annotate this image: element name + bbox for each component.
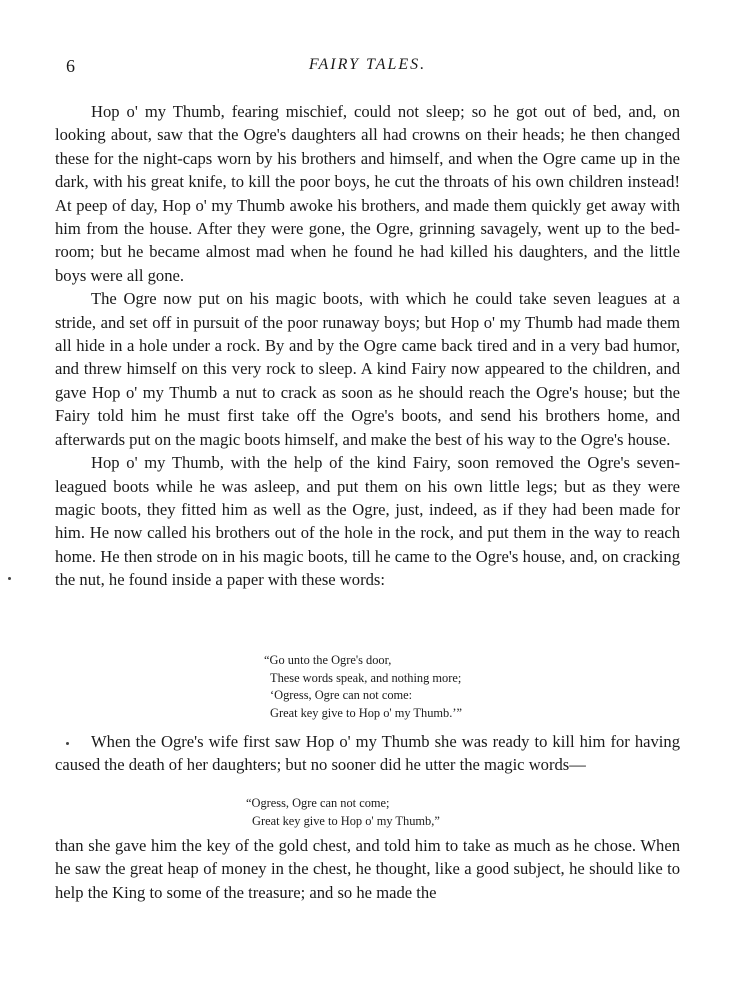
running-title: FAIRY TALES.: [308, 56, 427, 73]
print-speck: [8, 577, 11, 580]
verse-1-line: These words speak, and nothing more;: [270, 670, 462, 685]
paragraph-2: The Ogre now put on his magic boots, with which he could take seven leagues at a stride, and set off in pursuit of the poor runaway boys; but Hop o' my Thumb had made them all hide in a hole under a rock. By and by the Ogre came back tired and in a very bad humor, and threw himself on this very rock to sleep. A kind Fairy now appeared to the children, and gave Hop o' my Thumb a nut to crack as soon as he should reach the Ogre's house; but the Fairy told him he must first take off the Ogre's boots, and send his brothers home, and afterwards put on the magic boots himself, and make the best of his way to the Ogre's house.: [55, 289, 680, 449]
verse-1-line: Great key give to Hop o' my Thumb.’”: [270, 705, 462, 720]
paragraph-3: Hop o' my Thumb, with the help of the kind Fairy, soon removed the Ogre's seven-leagued boots while he was asleep, and put them on his own little legs; but as they were magic boots, they fitted him as well as the Ogre, just, indeed, as if they had been made for him. He now called his brothers out of the hole in the rock, and put them in the way to reach home. He then strode on in his magic boots, till he came to the Ogre's house, and, on cracking the nut, he found inside a paper with these words:: [55, 453, 680, 590]
paragraph-1: Hop o' my Thumb, fearing mischief, could not sleep; so he got out of bed, and, on looking about, saw that the Ogre's daughters all had crowns on their heads; he then changed these for the night-caps worn by his brothers and himself, and when the Ogre came up in the dark, with his great knife, to kill the poor boys, he cut the throats of his own children instead! At peep of day, Hop o' my Thumb awoke his brothers, and made them quickly get away with him from the house. After they were gone, the Ogre, grinning savagely, went up to the bed-room; but he became almost mad when he found he had killed his daughters, and the little boys were all gone.: [55, 102, 680, 285]
paragraph-4: When the Ogre's wife first saw Hop o' my Thumb she was ready to kill him for having caused the death of her daughters; but no sooner did he utter the magic words—: [55, 732, 680, 775]
verse-2: [246, 795, 440, 830]
page-number: 6: [66, 56, 76, 76]
verse-2-line: “Ogress, Ogre can not come;: [246, 796, 390, 810]
print-speck: [66, 742, 69, 745]
text-block-3: [55, 834, 680, 904]
verse-1-line: “Go unto the Ogre's door,: [264, 653, 392, 667]
text-block-1: [55, 100, 680, 592]
paragraph-5: than she gave him the key of the gold chest, and told him to take as much as he chose. When he saw the great heap of money in the chest, he thought, like a good subject, he should like to help the King to some of the treasure; and so he made the: [55, 836, 680, 902]
verse-1: [264, 652, 462, 722]
verse-2-line: Great key give to Hop o' my Thumb,”: [252, 813, 440, 828]
text-block-2: [55, 730, 680, 777]
verse-1-line: ‘Ogress, Ogre can not come:: [270, 688, 413, 703]
